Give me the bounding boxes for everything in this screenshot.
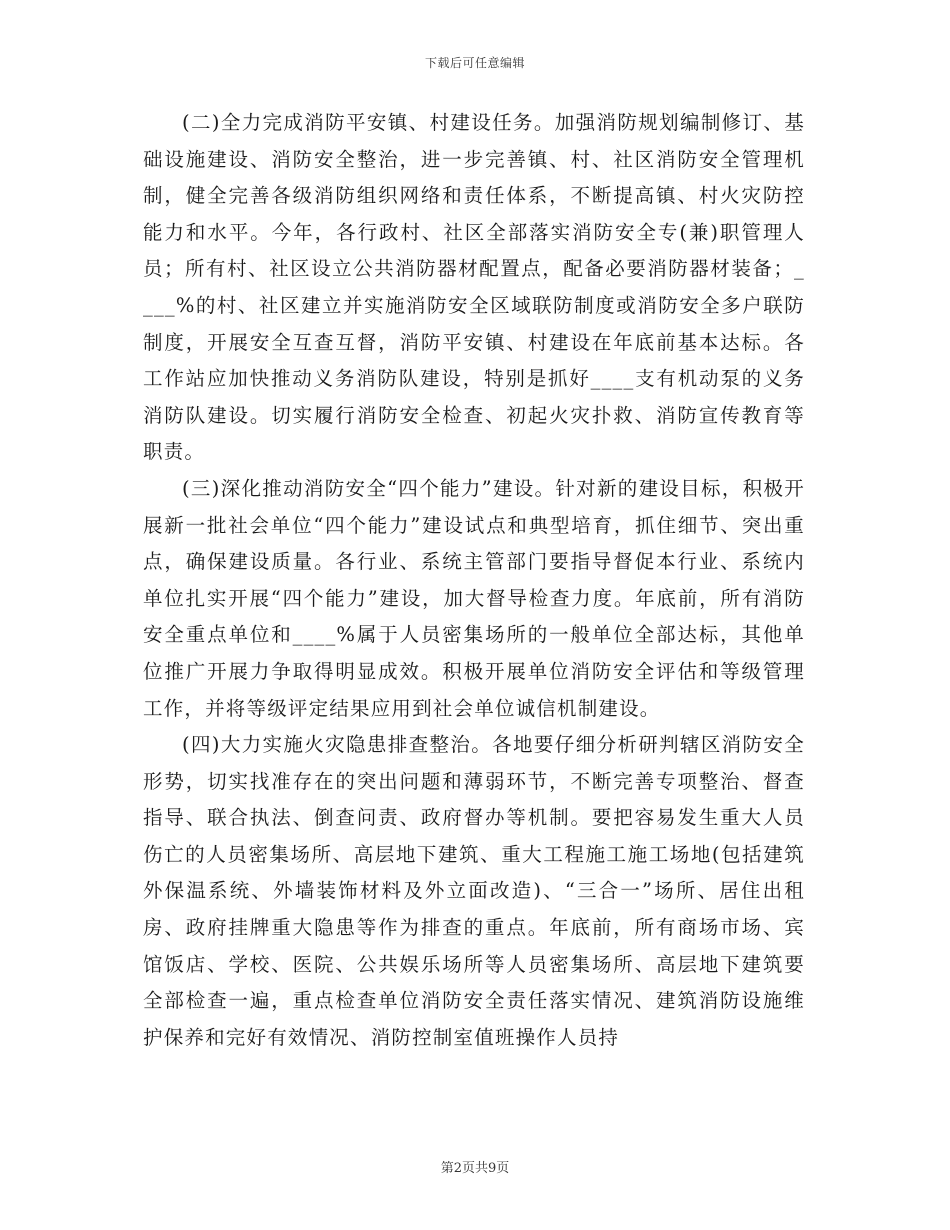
page-number: 第2页共9页 bbox=[440, 1161, 510, 1176]
paragraph-fire-safe-town-village: (二)全力完成消防平安镇、村建设任务。加强消防规划编制修订、基础设施建设、消防安全整治，进一步完善镇、村、社区消防安全管理机制，健全完善各级消防组织网络和责任体系，不断提高镇、村火灾防控能力和水平。今年，各行政村、社区全部落实消防安全专(兼)职管理人员；所有村、社区设立公共消防器材配置点，配备必要消防器材装备；____%的村、社区建立并实施消防安全区域联防制度或消防安全多户联防制度，开展安全互查互督，消防平安镇、村建设在年底前基本达标。各工作站应加快推动义务消防队建设，特别是抓好____支有机动泵的义务消防队建设。切实履行消防安全检查、初起火灾扑救、消防宣传教育等职责。 bbox=[143, 111, 805, 464]
paragraph-four-capabilities: (三)深化推动消防安全“四个能力”建设。针对新的建设目标，积极开展新一批社会单位“四个能力”建设试点和典型培育，抓住细节、突出重点，确保建设质量。各行业、系统主管部门要指导督促本行业、系统内单位扎实开展“四个能力”建设，加大督导检查力度。年底前，所有消防安全重点单位和____%属于人员密集场所的一般单位全部达标，其他单位推广开展力争取得明显成效。积极开展单位消防安全评估和等级管理工作，并将等级评定结果应用到社会单位诚信机制建设。 bbox=[143, 476, 805, 720]
page-header-note: 下载后可任意编辑 bbox=[424, 56, 525, 70]
paragraph-hazard-inspection: (四)大力实施火灾隐患排查整治。各地要仔细分析研判辖区消防安全形势，切实找准存在的突出问题和薄弱环节，不断完善专项整治、督查指导、联合执法、倒查问责、政府督办等机制。要把容易发生重大人员伤亡的人员密集场所、高层地下建筑、重大工程施工施工场地(包括建筑外保温系统、外墙装饰材料及外立面改造)、“三合一”场所、居住出租房、政府挂牌重大隐患等作为排查的重点。年底前，所有商场市场、宾馆饭店、学校、医院、公共娱乐场所等人员密集场所、高层地下建筑要全部检查一遍，重点检查单位消防安全责任落实情况、建筑消防设施维护保养和完好有效情况、消防控制室值班操作人员持 bbox=[143, 733, 805, 1049]
document-body bbox=[143, 105, 805, 1056]
